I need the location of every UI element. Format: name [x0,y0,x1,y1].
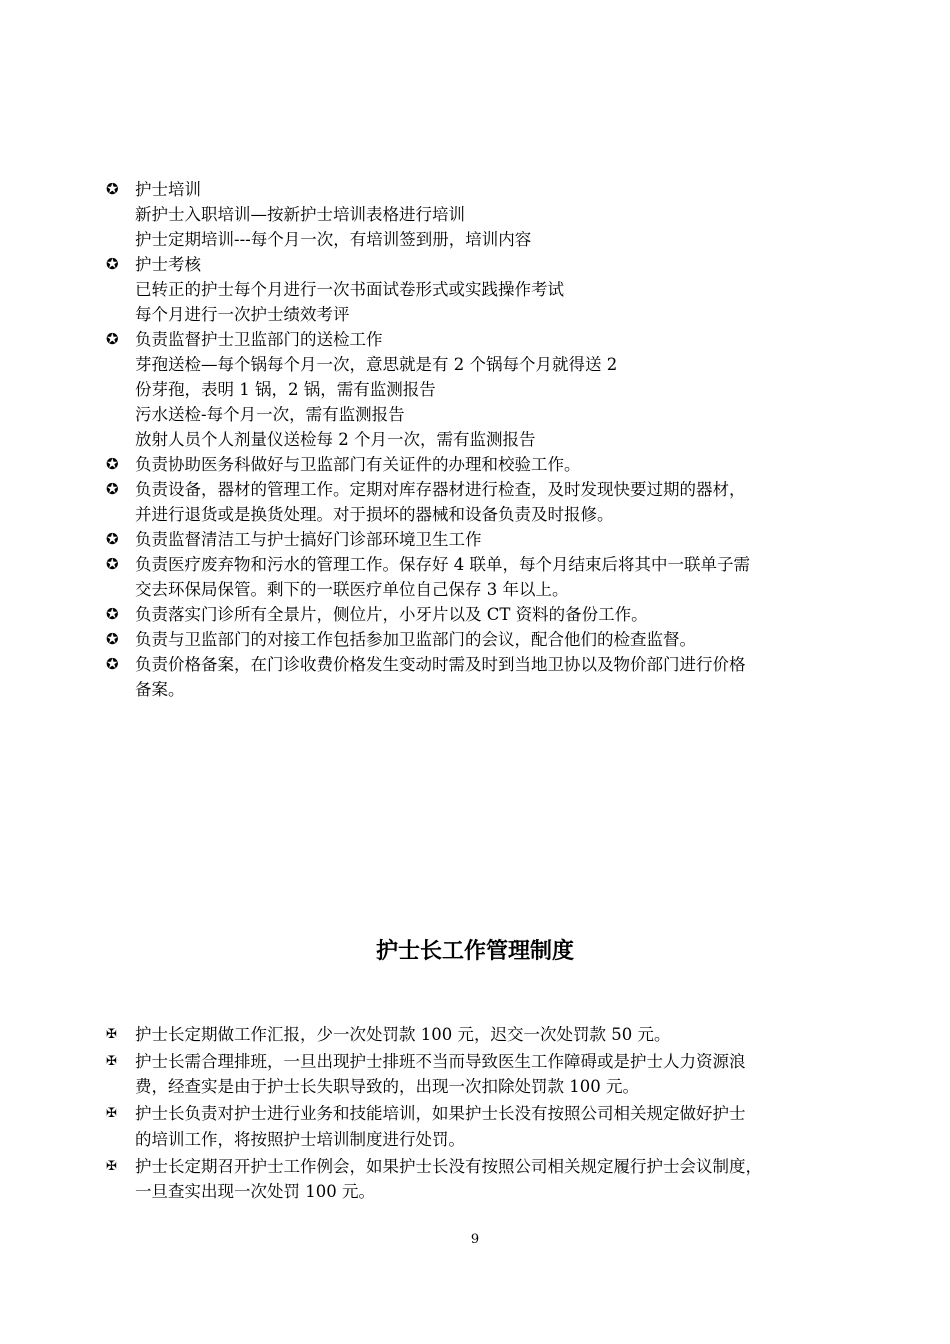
list-item-text: 一旦查实出现一次处罚 100 元。 [135,1182,375,1202]
star-circle-icon: ✪ [106,455,119,473]
star-circle-icon: ✪ [106,480,119,498]
list-item [106,252,866,327]
list-item-text: 负责与卫监部门的对接工作包括参加卫监部门的会议，配合他们的检查监督。 [135,630,696,649]
list-item-text: 负责监督清洁工与护士搞好门诊部环境卫生工作 [135,530,482,549]
star-circle-icon: ✪ [106,255,119,273]
list-item-text: 护士长负责对护士进行业务和技能培训，如果护士长没有按照公司相关规定做好护士 [135,1104,746,1124]
list-item-text: 份芽孢，表明 1 锅，2 锅，需有监测报告 [135,380,436,399]
list-item [106,327,866,452]
star-circle-icon: ✪ [106,630,119,648]
list-item [106,602,866,627]
list-item-text: 护士定期培训---每个月一次，有培训签到册，培训内容 [135,230,532,249]
list-item [106,1101,866,1152]
list-item-text: 污水送检-每个月一次，需有监测报告 [135,405,405,424]
list-item-text: 每个月进行一次护士绩效考评 [135,305,350,324]
list-item-text: 负责协助医务科做好与卫监部门有关证件的办理和校验工作。 [135,455,581,474]
star-circle-icon: ✪ [106,655,119,673]
list-item-text: 新护士入职培训—按新护士培训表格进行培训 [135,205,465,224]
list-item-heading: 负责监督护士卫监部门的送检工作 [135,330,383,349]
list-item-heading: 护士培训 [135,180,201,199]
rules-list [106,1022,866,1206]
list-item-text: 备案。 [135,680,185,699]
list-item [106,1022,866,1048]
list-item-text: 护士长定期做工作汇报，少一次处罚款 100 元，迟交一次处罚款 50 元。 [135,1025,671,1044]
maltese-cross-icon: ✠ [106,1027,117,1042]
list-item [106,552,866,602]
star-circle-icon: ✪ [106,530,119,548]
list-item-text: 负责价格备案，在门诊收费价格发生变动时需及时到当地卫协以及物价部门进行价格 [135,655,746,674]
list-item-text: 放射人员个人剂量仪送检每 2 个月一次，需有监测报告 [135,430,536,449]
maltese-cross-icon: ✠ [106,1106,117,1122]
list-item-text: 负责医疗废弃物和污水的管理工作。保存好 4 联单，每个月结束后将其中一联单子需 [135,555,750,574]
maltese-cross-icon: ✠ [106,1053,117,1069]
list-item [106,452,866,477]
star-circle-icon: ✪ [106,555,119,573]
list-item-text: 护士长需合理排班，一旦出现护士排班不当而导致医生工作障碍或是护士人力资源浪 [135,1051,746,1071]
star-circle-icon: ✪ [106,330,119,348]
list-item [106,1049,866,1100]
list-item-text: 芽孢送检—每个锅每个月一次，意思就是有 2 个锅每个月就得送 2 [135,355,618,374]
maltese-cross-icon: ✠ [106,1158,117,1174]
list-item-text: 负责落实门诊所有全景片，侧位片，小牙片以及 CT 资料的备份工作。 [135,605,648,624]
list-item-text: 负责设备，器材的管理工作。定期对库存器材进行检查，及时发现快要过期的器材， [135,480,746,499]
list-item-text: 护士长定期召开护士工作例会，如果护士长没有按照公司相关规定履行护士会议制度， [135,1156,762,1176]
list-item [106,527,866,552]
list-item-text: 费，经查实是由于护士长失职导致的，出现一次扣除处罚款 100 元。 [135,1077,639,1097]
page-number: 9 [470,1232,480,1247]
list-item [106,627,866,652]
star-circle-icon: ✪ [106,180,119,198]
list-item-heading: 护士考核 [135,255,201,274]
list-item-text: 的培训工作，将按照护士培训制度进行处罚。 [135,1129,465,1149]
responsibility-list [106,177,866,702]
list-item [106,477,866,527]
list-item [106,1154,866,1205]
star-circle-icon: ✪ [106,605,119,623]
section-title: 护士长工作管理制度 [375,939,574,964]
list-item-text: 已转正的护士每个月进行一次书面试卷形式或实践操作考试 [135,280,564,299]
list-item-text: 交去环保局保管。剩下的一联医疗单位自己保存 3 年以上。 [135,580,569,599]
list-item-text: 并进行退货或是换货处理。对于损坏的器械和设备负责及时报修。 [135,505,614,524]
list-item [106,177,866,252]
list-item [106,652,866,702]
